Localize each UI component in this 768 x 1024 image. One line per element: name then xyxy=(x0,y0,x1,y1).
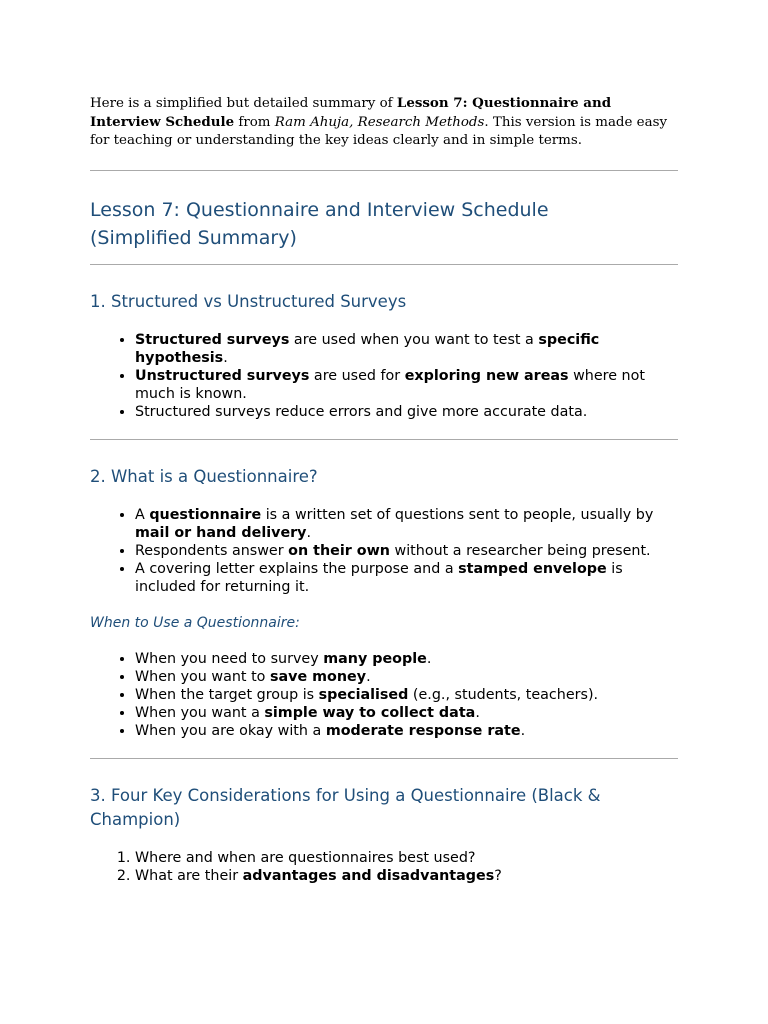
item-text: where not much is known. xyxy=(135,368,645,402)
item-text: . xyxy=(306,525,312,541)
list-item xyxy=(135,686,678,704)
bold-text: Unstructured surveys xyxy=(135,368,310,384)
bold-text: many people xyxy=(323,651,427,667)
item-text: What are their xyxy=(135,868,243,884)
document-page xyxy=(90,94,678,903)
item-text: When you want a xyxy=(135,705,265,721)
list-item xyxy=(135,506,678,542)
bold-text: advantages and disadvantages xyxy=(242,868,495,884)
item-text: A xyxy=(135,507,150,523)
bold-text: mail or hand delivery xyxy=(135,525,307,541)
lesson-title xyxy=(90,196,678,252)
item-text: A covering letter explains the purpose and a xyxy=(135,561,459,577)
bold-text: save money xyxy=(269,669,367,685)
lesson-title-subline: (Simplified Summary) xyxy=(90,227,297,249)
section-heading: 2. What is a Questionnaire? xyxy=(90,467,318,486)
bold-text: specialised xyxy=(318,687,409,703)
item-text: Where and when are questionnaires best used? xyxy=(135,850,476,866)
bold-text: simple way to collect data xyxy=(264,705,476,721)
item-text: Respondents answer xyxy=(135,543,289,559)
list-item xyxy=(135,849,678,867)
intro-lesson-title: Lesson 7: Questionnaire and Interview Schedule xyxy=(90,95,612,130)
list-item xyxy=(135,331,678,367)
divider xyxy=(90,170,678,171)
intro-source: Ram Ahuja, Research Methods xyxy=(274,115,485,130)
item-text: When you need to survey xyxy=(135,651,324,667)
item-text: are used for xyxy=(309,368,405,384)
intro-paragraph xyxy=(90,94,678,150)
item-text: When the target group is xyxy=(135,687,319,703)
bold-text: on their own xyxy=(288,543,390,559)
item-text: (e.g., students, teachers). xyxy=(408,687,599,703)
list-item xyxy=(135,704,678,722)
list-item xyxy=(135,668,678,686)
item-text: . xyxy=(475,705,480,721)
list-item xyxy=(135,403,678,421)
item-text: Structured surveys reduce errors and give more accurate data. xyxy=(135,404,588,420)
item-text: are used when you want to test a xyxy=(289,332,539,348)
list-item xyxy=(135,650,678,668)
list-item xyxy=(135,867,678,885)
intro-text: from xyxy=(234,115,275,130)
section-heading: 1. Structured vs Unstructured Surveys xyxy=(90,292,407,311)
bold-text: Structured surveys xyxy=(135,332,290,348)
intro-text: Here is a simplified but detailed summary of xyxy=(90,96,397,111)
bold-text: specific hypothesis xyxy=(135,332,600,366)
lesson-title-line: Lesson 7: Questionnaire and Interview Schedule xyxy=(90,199,549,221)
item-text: ? xyxy=(494,868,502,884)
bold-text: stamped envelope xyxy=(458,561,607,577)
bold-text: moderate response rate xyxy=(325,723,521,739)
subsection-heading: When to Use a Questionnaire: xyxy=(90,615,300,631)
item-text: When you want to xyxy=(135,669,270,685)
list-item xyxy=(135,722,678,740)
item-text: . xyxy=(520,723,526,739)
item-text: When you are okay with a xyxy=(135,723,326,739)
intro-text: . This version is made easy for teaching or understanding the key ideas clearly and in simple terms. xyxy=(90,115,668,148)
numbered-list xyxy=(90,849,678,885)
item-text: without a researcher being present. xyxy=(389,543,651,559)
bold-text: exploring new areas xyxy=(404,368,569,384)
bold-text: questionnaire xyxy=(149,507,262,523)
bullet-list xyxy=(90,650,678,740)
divider xyxy=(90,758,678,759)
list-item xyxy=(135,560,678,596)
section-heading: 3. Four Key Considerations for Using a Questionnaire (Black & Champion) xyxy=(90,786,601,829)
item-text: is included for returning it. xyxy=(135,561,623,595)
divider xyxy=(90,264,678,265)
bullet-list xyxy=(90,331,678,421)
item-text: is a written set of questions sent to people, usually by xyxy=(261,507,654,523)
item-text: . xyxy=(366,669,371,685)
item-text: . xyxy=(426,651,432,667)
list-item xyxy=(135,367,678,403)
divider xyxy=(90,439,678,440)
list-item xyxy=(135,542,678,560)
item-text: . xyxy=(223,350,228,366)
bullet-list xyxy=(90,506,678,596)
